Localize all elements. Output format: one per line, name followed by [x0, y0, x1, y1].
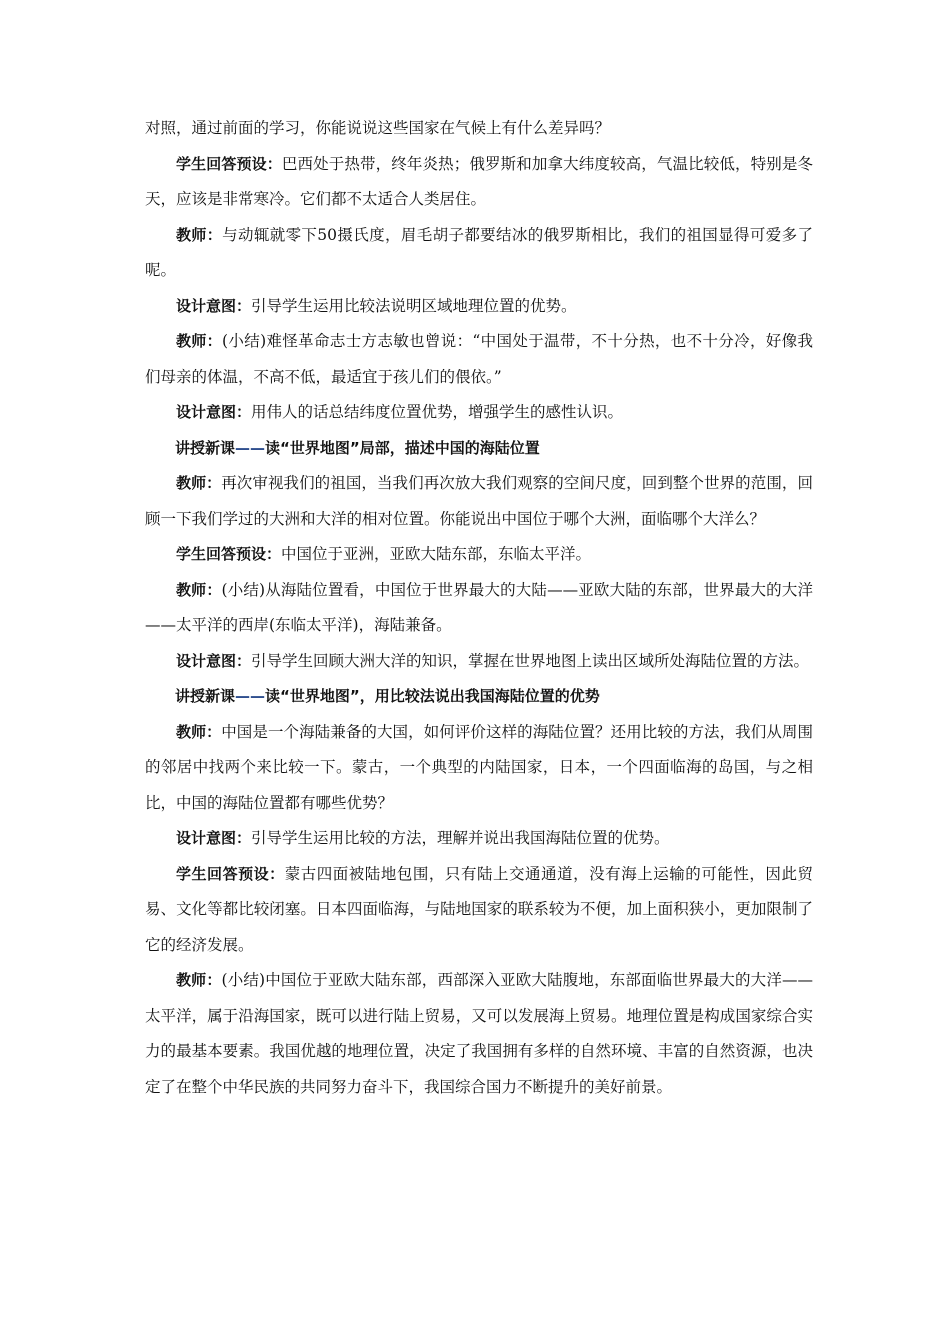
paragraph-text: 蒙古四面被陆地包围，只有陆上交通通道，没有海上运输的可能性，因此贸易、文化等都比较闭塞。日本四面临海，与陆地国家的联系较为不便，加上面积狭小，更加限制了它的经济发展。 — [145, 864, 813, 954]
paragraph-text: 引导学生运用比较法说明区域地理位置的优势。 — [251, 296, 577, 315]
paragraph-teacher — [145, 466, 813, 537]
section-heading-label: 讲授新课 — [175, 438, 236, 457]
section-heading-dash: —— — [235, 687, 266, 705]
paragraph-label: 教师： — [176, 580, 222, 599]
section-heading-text: 读“世界地图”局部，描述中国的海陆位置 — [265, 438, 540, 457]
section-heading — [145, 679, 813, 715]
section-heading-text: 读“世界地图”，用比较法说出我国海陆位置的优势 — [265, 687, 600, 705]
paragraph-student-answer — [145, 857, 813, 964]
paragraph-text: 对照，通过前面的学习，你能说说这些国家在气候上有什么差异吗？ — [145, 119, 611, 137]
paragraph-text: 与动辄就零下50摄氏度，眉毛胡子都要结冰的俄罗斯相比，我们的祖国显得可爱多了呢。 — [145, 225, 813, 279]
paragraph-label: 教师： — [176, 474, 222, 492]
paragraph-continuation — [145, 111, 813, 147]
paragraph-text: 中国位于亚洲，亚欧大陆东部，东临太平洋。 — [281, 545, 592, 563]
paragraph-text: 中国是一个海陆兼备的大国，如何评价这样的海陆位置？还用比较的方法，我们从周围的邻居中找两个来比较一下。蒙古，一个典型的内陆国家，日本，一个四面临海的岛国，与之相比，中国的海陆位置都有哪些优势？ — [145, 722, 813, 812]
paragraph-teacher — [145, 715, 813, 822]
paragraph-text: (小结)中国位于亚欧大陆东部，西部深入亚欧大陆腹地，东部面临世界最大的大洋——太平洋，属于沿海国家，既可以进行陆上贸易，又可以发展海上贸易。地理位置是构成国家综合实力的最基本要素。我国优越的地理位置，决定了我国拥有多样的自然环境、丰富的自然资源，也决定了在整个中华民族的共同努力奋斗下，我国综合国力不断提升的美好前景。 — [145, 971, 813, 1096]
paragraph-design-intent — [145, 395, 813, 431]
section-heading — [145, 431, 813, 467]
paragraph-text: (小结)从海陆位置看，中国位于世界最大的大陆——亚欧大陆的东部，世界最大的大洋——太平洋的西岸(东临太平洋)，海陆兼备。 — [145, 580, 813, 634]
paragraph-label: 设计意图： — [176, 829, 252, 847]
paragraph-label: 设计意图： — [176, 403, 252, 421]
paragraph-text: 再次审视我们的祖国，当我们再次放大我们观察的空间尺度，回到整个世界的范围，回顾一下我们学过的大洲和大洋的相对位置。你能说出中国位于哪个大洲，面临哪个大洋么？ — [145, 474, 813, 528]
paragraph-label: 教师： — [176, 971, 222, 989]
document-page — [145, 111, 813, 1105]
paragraph-teacher — [145, 963, 813, 1105]
paragraph-label: 学生回答预设： — [176, 545, 282, 563]
paragraph-teacher — [145, 324, 813, 395]
section-heading-label: 讲授新课 — [175, 687, 236, 705]
paragraph-design-intent — [145, 644, 813, 680]
paragraph-student-answer — [145, 147, 813, 218]
paragraph-teacher — [145, 573, 813, 644]
paragraph-label: 教师： — [176, 332, 223, 350]
paragraph-teacher — [145, 218, 813, 289]
paragraph-design-intent — [145, 821, 813, 857]
paragraph-design-intent — [145, 289, 813, 325]
paragraph-text: (小结)难怪革命志士方志敏也曾说：“中国处于温带，不十分热，也不十分冷，好像我们母亲的体温，不高不低，最适宜于孩儿们的偎依。” — [145, 332, 813, 386]
paragraph-label: 教师： — [176, 225, 223, 244]
paragraph-text: 用伟人的话总结纬度位置优势，增强学生的感性认识。 — [251, 403, 624, 421]
paragraph-label: 设计意图： — [176, 296, 252, 315]
paragraph-label: 学生回答预设： — [176, 864, 285, 883]
paragraph-label: 设计意图： — [176, 651, 252, 670]
paragraph-label: 教师： — [176, 722, 222, 741]
section-heading-dash: —— — [235, 438, 266, 457]
paragraph-label: 学生回答预设： — [176, 154, 282, 173]
paragraph-student-answer — [145, 537, 813, 573]
paragraph-text: 引导学生运用比较的方法，理解并说出我国海陆位置的优势。 — [251, 829, 670, 847]
paragraph-text: 巴西处于热带，终年炎热；俄罗斯和加拿大纬度较高，气温比较低，特别是冬天，应该是非常寒冷。它们都不太适合人类居住。 — [145, 154, 813, 208]
paragraph-text: 引导学生回顾大洲大洋的知识，掌握在世界地图上读出区域所处海陆位置的方法。 — [251, 651, 810, 670]
